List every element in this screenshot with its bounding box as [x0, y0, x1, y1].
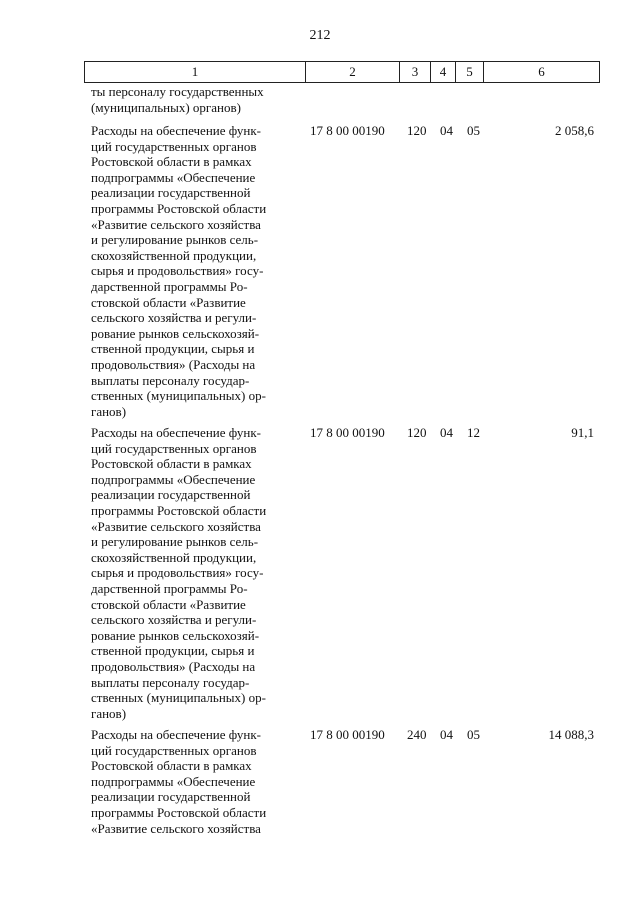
description-line: рование рынков сельскохозяй-: [91, 325, 260, 341]
description-line: реализации государственной: [91, 487, 251, 503]
table-header-row: [84, 61, 600, 83]
description-line: «Развитие сельского хозяйства: [91, 216, 261, 232]
description-line: Расходы на обеспечение функ-: [91, 123, 261, 138]
page-number: 212: [309, 28, 331, 43]
description-line: сельского хозяйства и регули-: [91, 310, 257, 326]
description-line: сельского хозяйства и регули-: [91, 612, 257, 628]
table-row-1-rz: 04: [440, 123, 453, 138]
description-line: подпрограммы «Обеспечение: [91, 773, 256, 789]
table-row-2-vr: 120: [407, 425, 427, 440]
column-header-2: 2: [306, 62, 400, 82]
description-line: программы Ростовской области: [91, 502, 267, 518]
continuation-description: [91, 84, 299, 115]
description-line: дарственной программы Ро-: [91, 278, 248, 294]
description-line: ций государственных органов: [91, 742, 257, 758]
description-line: ственной продукции, сырья и: [91, 341, 255, 357]
description-line: и регулирование рынков сель-: [91, 534, 259, 550]
table-row-3-rz: 04: [440, 727, 453, 742]
table-row-1-vr: 120: [407, 123, 427, 138]
description-line: реализации государственной: [91, 789, 251, 805]
table-row-1-pr: 05: [467, 123, 480, 138]
column-header-6: 6: [538, 64, 545, 79]
column-header-1: 1: [85, 62, 306, 82]
table-row-2-description: [91, 425, 299, 721]
column-header-5: 5: [456, 62, 484, 82]
description-line: рование рынков сельскохозяй-: [91, 627, 260, 643]
description-line: «Развитие сельского хозяйства: [91, 518, 261, 534]
table-row-2-amount: 91,1: [571, 425, 594, 440]
table-row-3-pr: 05: [467, 727, 480, 742]
description-line: скохозяйственной продукции,: [91, 549, 257, 565]
description-line: Ростовской области в рамках: [91, 456, 252, 472]
description-line: стовской области «Развитие: [91, 294, 246, 310]
description-line: ций государственных органов: [91, 138, 257, 154]
description-line: выплаты персоналу государ-: [91, 372, 250, 388]
description-line: ты персоналу государственных: [91, 84, 264, 99]
description-line: выплаты персоналу государ-: [91, 674, 250, 690]
description-line: Расходы на обеспечение функ-: [91, 425, 261, 440]
description-line: ций государственных органов: [91, 440, 257, 456]
description-line: программы Ростовской области: [91, 200, 267, 216]
table-row-2-rz: 04: [440, 425, 453, 440]
description-line: Ростовской области в рамках: [91, 758, 252, 774]
description-line: «Развитие сельского хозяйства: [91, 820, 261, 836]
description-line: программы Ростовской области: [91, 804, 267, 820]
description-line: скохозяйственной продукции,: [91, 247, 257, 263]
description-line: ганов): [91, 403, 127, 419]
description-line: ганов): [91, 705, 127, 721]
table-row-3-code: 17 8 00 00190: [310, 727, 385, 742]
description-line: подпрограммы «Обеспечение: [91, 471, 256, 487]
column-header-3: 3: [400, 62, 431, 82]
description-line: сырья и продовольствия» госу-: [91, 565, 264, 581]
table-row-3-description: [91, 727, 299, 836]
description-line: подпрограммы «Обеспечение: [91, 169, 256, 185]
description-line: (муниципальных) органов): [91, 99, 241, 115]
table-row-1-description: [91, 123, 299, 419]
table-row-3-amount: 14 088,3: [548, 727, 594, 742]
description-line: реализации государственной: [91, 185, 251, 201]
table-row-3-vr: 240: [407, 727, 427, 742]
table-row-1-code: 17 8 00 00190: [310, 123, 385, 138]
description-line: продовольствия» (Расходы на: [91, 356, 256, 372]
description-line: и регулирование рынков сель-: [91, 232, 259, 248]
table-row-2-pr: 12: [467, 425, 480, 440]
column-header-4: 4: [431, 62, 456, 82]
description-line: Ростовской области в рамках: [91, 154, 252, 170]
description-line: стовской области «Развитие: [91, 596, 246, 612]
description-line: дарственной программы Ро-: [91, 580, 248, 596]
table-row-2-code: 17 8 00 00190: [310, 425, 385, 440]
table-row-1-amount: 2 058,6: [555, 123, 594, 138]
description-line: сырья и продовольствия» госу-: [91, 263, 264, 279]
description-line: ственных (муниципальных) ор-: [91, 690, 266, 706]
description-line: Расходы на обеспечение функ-: [91, 727, 261, 742]
description-line: продовольствия» (Расходы на: [91, 658, 256, 674]
description-line: ственной продукции, сырья и: [91, 643, 255, 659]
description-line: ственных (муниципальных) ор-: [91, 388, 266, 404]
